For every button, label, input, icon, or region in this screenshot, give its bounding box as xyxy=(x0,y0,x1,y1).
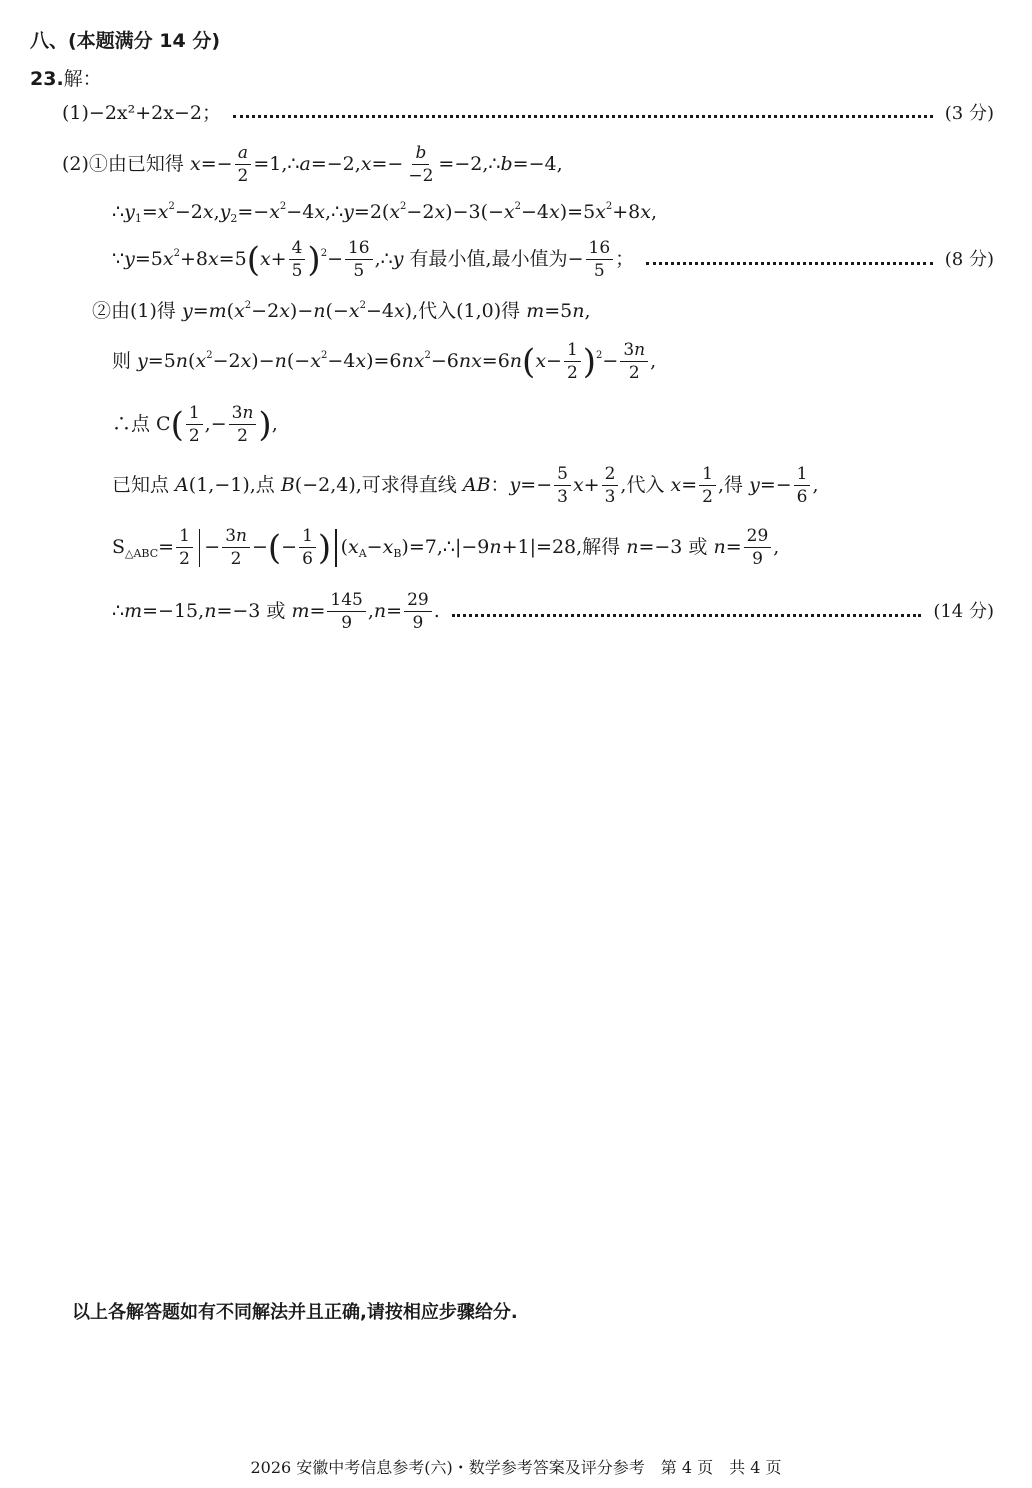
fraction: $\frac{4}{5}$ xyxy=(289,240,306,280)
leader-dots xyxy=(646,262,933,265)
part2-line1: (2)①由已知得 x=− $\frac{a}{2}$ =1,∴a=−2,x=− $\frac{b}{-2}$ =−2,∴b=−4, xyxy=(62,143,563,186)
fraction: $\frac{5}{3}$ xyxy=(554,466,571,506)
grading-note: 以上各解答题如有不同解法并且正确,请按相应步骤给分. xyxy=(72,1302,518,1323)
part2-line8: $S_{\triangle ABC}=$ $\frac{1}{2}$ − $\frac{3n}{2}$ −(− $\frac{1}{6}$ ) $(x_A-x_B)=7,\therefore|-9n+1|=28$,解得 n=−3 或 n= $\frac{29}{9}$ , xyxy=(112,526,780,569)
fraction: $\frac{a}{2}$ xyxy=(235,145,252,185)
fraction: $\frac{16}{5}$ xyxy=(586,240,614,280)
part1-content: (1)−2x²+2x−2； xyxy=(62,102,221,124)
leader-dots xyxy=(452,614,922,617)
fraction: $\frac{29}{9}$ xyxy=(744,528,772,568)
fraction: $\frac{1}{6}$ xyxy=(299,528,316,568)
fraction: $\frac{1}{2}$ xyxy=(564,342,581,382)
fraction: $\frac{1}{2}$ xyxy=(699,466,716,506)
part2-line9-content: ∴m=−15,n=−3 或 m= $\frac{145}{9}$ ,n= $\frac{29}{9}$ . xyxy=(112,590,440,633)
problem-label: 解： xyxy=(63,68,102,90)
part2-line3-score: (8 分) xyxy=(944,249,994,270)
part1-score: (3 分) xyxy=(944,102,994,124)
part2-line5: 则 $y=5n(x^2-2x)-n(-x^2-4x)=6nx^2-6nx=6n(x-$ $\frac{1}{2}$ )$^2$− $\frac{3n}{2}$ , xyxy=(112,340,657,383)
part2-line9 xyxy=(112,592,994,632)
fraction: $\frac{1}{2}$ xyxy=(176,528,193,568)
part2-line6: ∴点 C( $\frac{1}{2}$ ,− $\frac{3n}{2}$ ), xyxy=(112,403,278,446)
fraction: $\frac{3n}{2}$ xyxy=(222,528,250,568)
fraction: $\frac{2}{3}$ xyxy=(602,466,619,506)
part2-line3-content: $\because y=5x^2+8x=5(x+$ $\frac{4}{5}$ )$^2$− $\frac{16}{5}$ ,∴y 有最小值,最小值为− $\frac{16}{5}$ ； xyxy=(112,238,635,281)
fraction: $\frac{145}{9}$ xyxy=(327,592,365,632)
part2-line2: $\therefore y_1=x^2-2x,y_2=-x^2-4x,\therefore y=2(x^2-2x)-3(-x^2-4x)=5x^2+8x$, xyxy=(112,201,658,225)
problem-heading xyxy=(30,70,102,89)
fraction: $\frac{3n}{2}$ xyxy=(620,342,648,382)
part2-line3 xyxy=(112,240,994,280)
fraction: $\frac{1}{6}$ xyxy=(794,466,811,506)
part2-line7: 已知点 A(1,−1),点 B(−2,4),可求得直线 AB：y=− $\frac{5}{3}$ x+ $\frac{2}{3}$ ,代入 x= $\frac{1}{2}$ ,得 y=− $\frac{1}{6}$ , xyxy=(112,464,819,507)
page-footer: 2026 安徽中考信息参考(六)・数学参考答案及评分参考 第 4 页 共 4 页 xyxy=(250,1458,782,1477)
fraction: $\frac{29}{9}$ xyxy=(404,592,432,632)
fraction: $\frac{1}{2}$ xyxy=(186,405,203,445)
problem-number: 23. xyxy=(30,68,64,90)
part1-row xyxy=(62,104,994,123)
leader-dots xyxy=(233,115,933,118)
fraction: $\frac{3n}{2}$ xyxy=(229,405,257,445)
fraction: $\frac{b}{-2}$ xyxy=(408,143,434,186)
part2-line4: ②由(1)得 $y=m(x^2-2x)-n(-x^2-4x)$,代入(1,0)得 m=5n, xyxy=(92,300,591,322)
section-header: 八、(本题满分 14 分) xyxy=(30,30,221,52)
part2-line9-score: (14 分) xyxy=(933,601,994,622)
fraction: $\frac{16}{5}$ xyxy=(345,240,373,280)
